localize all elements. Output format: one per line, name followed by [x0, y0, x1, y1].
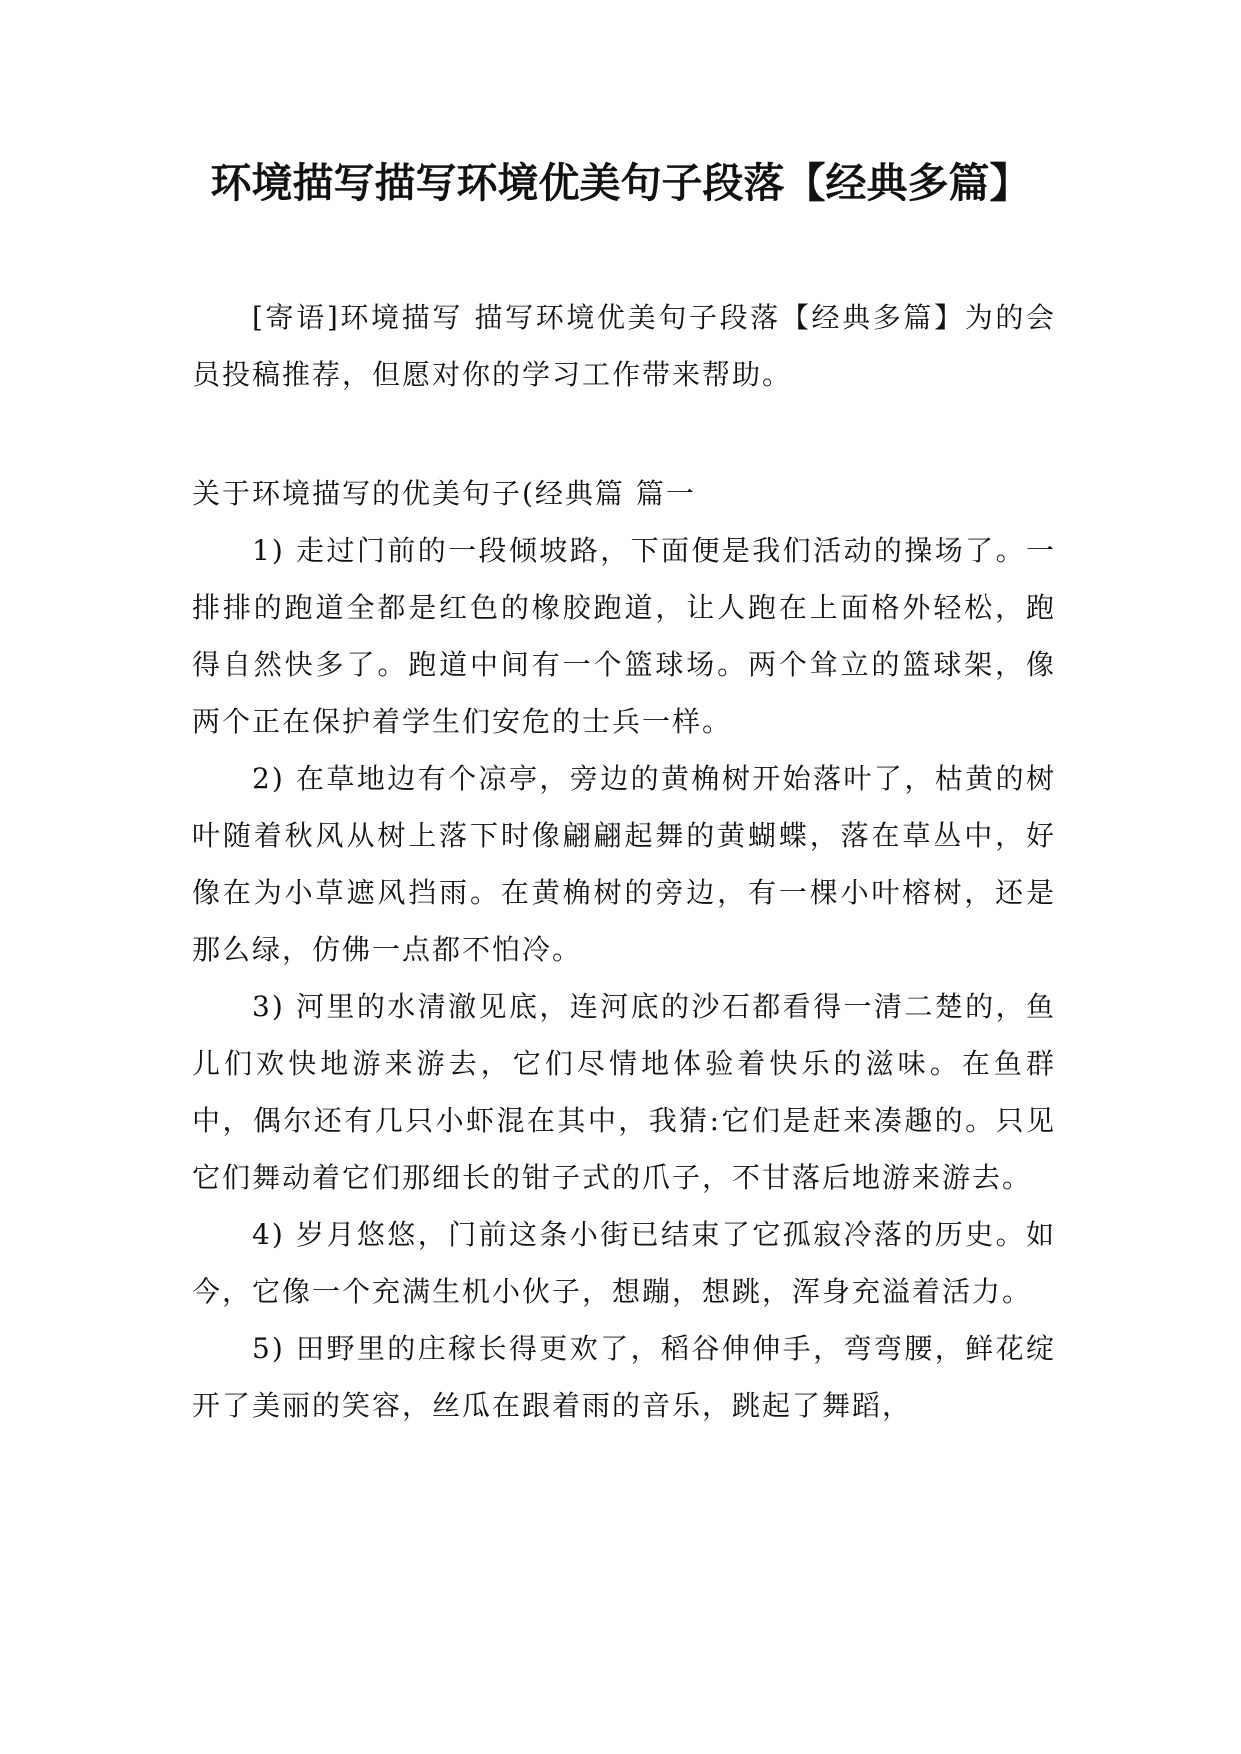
- paragraph-3: 3) 河里的水清澈见底，连河底的沙石都看得一清二楚的，鱼儿们欢快地游来游去，它们尽情地体验着快乐的滋味。在鱼群中，偶尔还有几只小虾混在其中，我猜:它们是赶来凑趣的。只见它们舞动着它们那细长的钳子式的爪子，不甘落后地游来游去。: [192, 990, 1056, 1194]
- intro-paragraph: [寄语]环境描写 描写环境优美句子段落【经典多篇】为的会员投稿推荐，但愿对你的学习工作带来帮助。: [192, 301, 1056, 391]
- paragraph-4: 4) 岁月悠悠，门前这条小街已结束了它孤寂冷落的历史。如今，它像一个充满生机小伙子，想蹦，想跳，浑身充溢着活力。: [192, 1218, 1056, 1308]
- paragraph-5: 5) 田野里的庄稼长得更欢了，稻谷伸伸手，弯弯腰，鲜花绽开了美丽的笑容，丝瓜在跟着雨的音乐，跳起了舞蹈，: [192, 1332, 1056, 1422]
- section-heading: 关于环境描写的优美句子(经典篇 篇一: [192, 477, 696, 510]
- intro-block: [192, 289, 1056, 403]
- section-block: [192, 465, 1056, 1434]
- document-title: 环境描写描写环境优美句子段落【经典多篇】: [210, 159, 1031, 207]
- paragraph-2: 2) 在草地边有个凉亭，旁边的黄桷树开始落叶了，枯黄的树叶随着秋风从树上落下时像翩翩起舞的黄蝴蝶，落在草丛中，好像在为小草遮风挡雨。在黄桷树的旁边，有一棵小叶榕树，还是那么绿，仿佛一点都不怕冷。: [192, 762, 1056, 966]
- paragraph-1: 1) 走过门前的一段倾坡路，下面便是我们活动的操场了。一排排的跑道全都是红色的橡胶跑道，让人跑在上面格外轻松，跑得自然快多了。跑道中间有一个篮球场。两个耸立的篮球架，像两个正在保护着学生们安危的士兵一样。: [192, 534, 1056, 738]
